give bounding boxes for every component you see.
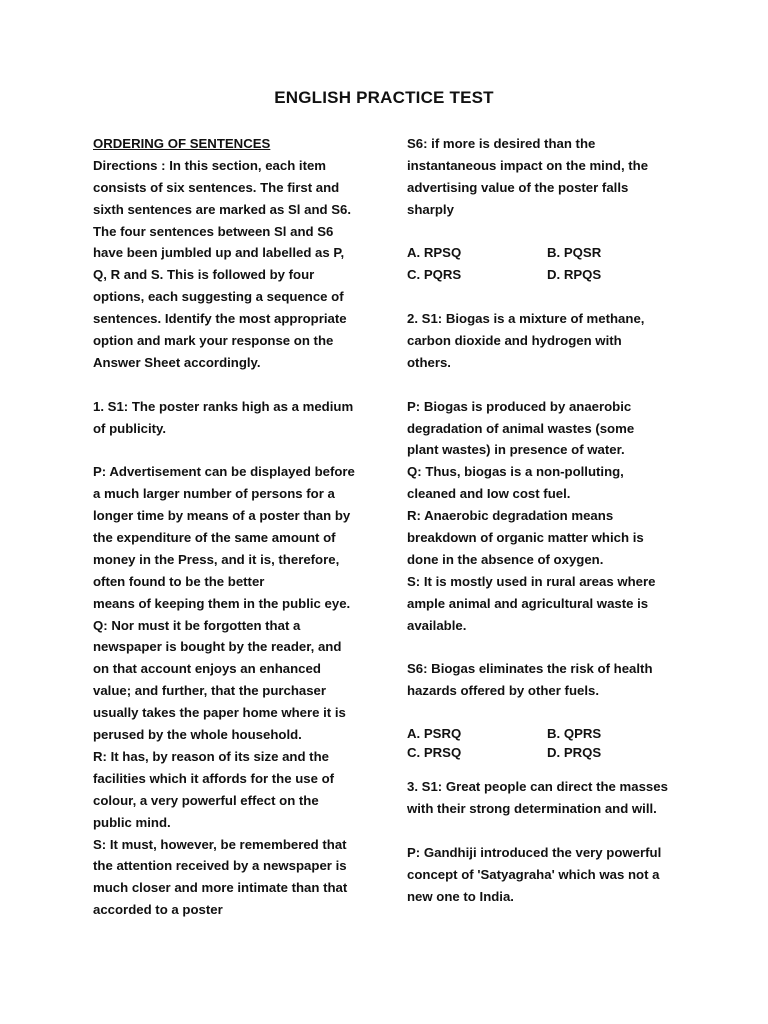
text-line: P: Biogas is produced by anaerobic: [407, 398, 632, 414]
text-line: S6: if more is desired than the: [407, 136, 596, 151]
text-line: the attention received by a newspaper is: [93, 858, 347, 874]
text-line: Q: Nor must it be forgotten that a: [93, 617, 301, 633]
text-line: carbon dioxide and hydrogen with: [407, 333, 622, 349]
directions-line: Q, R and S. This is followed by four: [93, 267, 315, 283]
text-line: new one to India.: [407, 888, 514, 904]
left-column: [93, 133, 371, 921]
text-line: degradation of animal wastes (some: [407, 420, 635, 436]
option-a: A. RPSQ: [407, 245, 462, 261]
text-line: means of keeping them in the public eye.: [93, 595, 351, 611]
question-2-q: [407, 461, 687, 505]
text-line: money in the Press, and it is, therefore,: [93, 551, 340, 567]
directions-line: Answer Sheet accordingly.: [93, 354, 261, 370]
text-line: cleaned and Iow cost fuel.: [407, 486, 571, 502]
question-2-s6: [407, 658, 687, 702]
text-line: breakdown of organic matter which is: [407, 530, 644, 546]
text-line: advertising value of the poster falls: [407, 179, 629, 195]
option-b: B. PQSR: [547, 245, 602, 261]
text-line: R: It has, by reason of its size and the: [93, 748, 329, 764]
question-1-options: [407, 242, 687, 286]
text-line: available.: [407, 617, 467, 633]
text-line: often found to be the better: [93, 573, 265, 589]
text-line: value; and further, that the purchaser: [93, 683, 327, 699]
directions-line: Directions : In this section, each item: [93, 157, 327, 173]
question-2-options: [407, 724, 687, 762]
text-line: hazards offered by other fuels.: [407, 683, 599, 699]
question-1-s1: [93, 396, 371, 440]
text-line: facilities which it affords for the use of: [93, 770, 335, 786]
text-line: plant wastes) in presence of water.: [407, 442, 625, 458]
text-line: 3. S1: Great people can direct the masses: [407, 779, 668, 795]
option-d: D. PRQS: [547, 745, 602, 761]
question-1-s: [93, 834, 371, 922]
text-line: newspaper is bought by the reader, and: [93, 639, 342, 655]
option-a: A. PSRQ: [407, 726, 462, 742]
directions-line: options, each suggesting a sequence of: [93, 289, 344, 305]
directions-line: sixth sentences are marked as Sl and S6.: [93, 201, 352, 217]
option-c: C. PRSQ: [407, 745, 462, 761]
option-b: B. QPRS: [547, 726, 602, 742]
text-line: accorded to a poster: [93, 902, 223, 918]
section-heading: ORDERING OF SENTENCES: [93, 136, 271, 151]
directions-line: The four sentences between Sl and S6: [93, 223, 334, 239]
directions-line: option and mark your response on the: [93, 333, 334, 349]
right-column: [407, 133, 687, 907]
text-line: much closer and more intimate than that: [93, 880, 348, 896]
directions-line: consists of six sentences. The first and: [93, 179, 340, 195]
option-d: D. RPQS: [547, 267, 602, 283]
text-line: 1. S1: The poster ranks high as a medium: [93, 398, 354, 414]
text-line: perused by the whole household.: [93, 727, 302, 743]
question-2-p: [407, 396, 687, 462]
text-line: Q: Thus, biogas is a non-polluting,: [407, 464, 624, 480]
text-line: usually takes the paper home where it is: [93, 705, 346, 721]
text-line: 2. S1: Biogas is a mixture of methane,: [407, 311, 645, 327]
text-line: longer time by means of a poster than by: [93, 508, 351, 524]
text-line: ample animal and agricultural waste is: [407, 595, 649, 611]
text-line: of publicity.: [93, 420, 167, 436]
option-c: C. PQRS: [407, 267, 462, 283]
directions-line: sentences. Identify the most appropriate: [93, 311, 347, 327]
text-line: the expenditure of the same amount of: [93, 530, 336, 546]
text-line: colour, a very powerful effect on the: [93, 792, 319, 808]
question-2-s1: [407, 308, 687, 374]
text-line: done in the absence of oxygen.: [407, 551, 604, 567]
text-line: instantaneous impact on the mind, the: [407, 157, 649, 173]
text-line: sharply: [407, 201, 454, 217]
text-line: public mind.: [93, 814, 171, 830]
directions-paragraph: [93, 155, 371, 374]
question-3-p: [407, 842, 687, 908]
question-2-s: [407, 571, 687, 637]
text-line: S6: Biogas eliminates the risk of health: [407, 661, 653, 677]
text-line: P: Gandhiji introduced the very powerful: [407, 844, 662, 860]
question-1-r: [93, 746, 371, 834]
text-line: on that account enjoys an enhanced: [93, 661, 321, 677]
question-2-r: [407, 505, 687, 571]
question-1-p: [93, 461, 371, 614]
page-title: ENGLISH PRACTICE TEST: [274, 88, 494, 107]
question-1-s6: [407, 133, 687, 221]
text-line: others.: [407, 354, 451, 370]
question-3-s1: [407, 776, 687, 820]
text-line: a much larger number of persons for a: [93, 486, 335, 502]
text-line: S: It must, however, be remembered that: [93, 836, 347, 852]
question-1-q: [93, 615, 371, 746]
text-line: P: Advertisement can be displayed before: [93, 464, 355, 480]
text-line: R: Anaerobic degradation means: [407, 508, 614, 524]
text-line: S: It is mostly used in rural areas where: [407, 573, 656, 589]
text-line: with their strong determination and will.: [407, 800, 657, 816]
text-line: concept of 'Satyagraha' which was not a: [407, 866, 660, 882]
directions-line: have been jumbled up and labelled as P,: [93, 245, 345, 261]
